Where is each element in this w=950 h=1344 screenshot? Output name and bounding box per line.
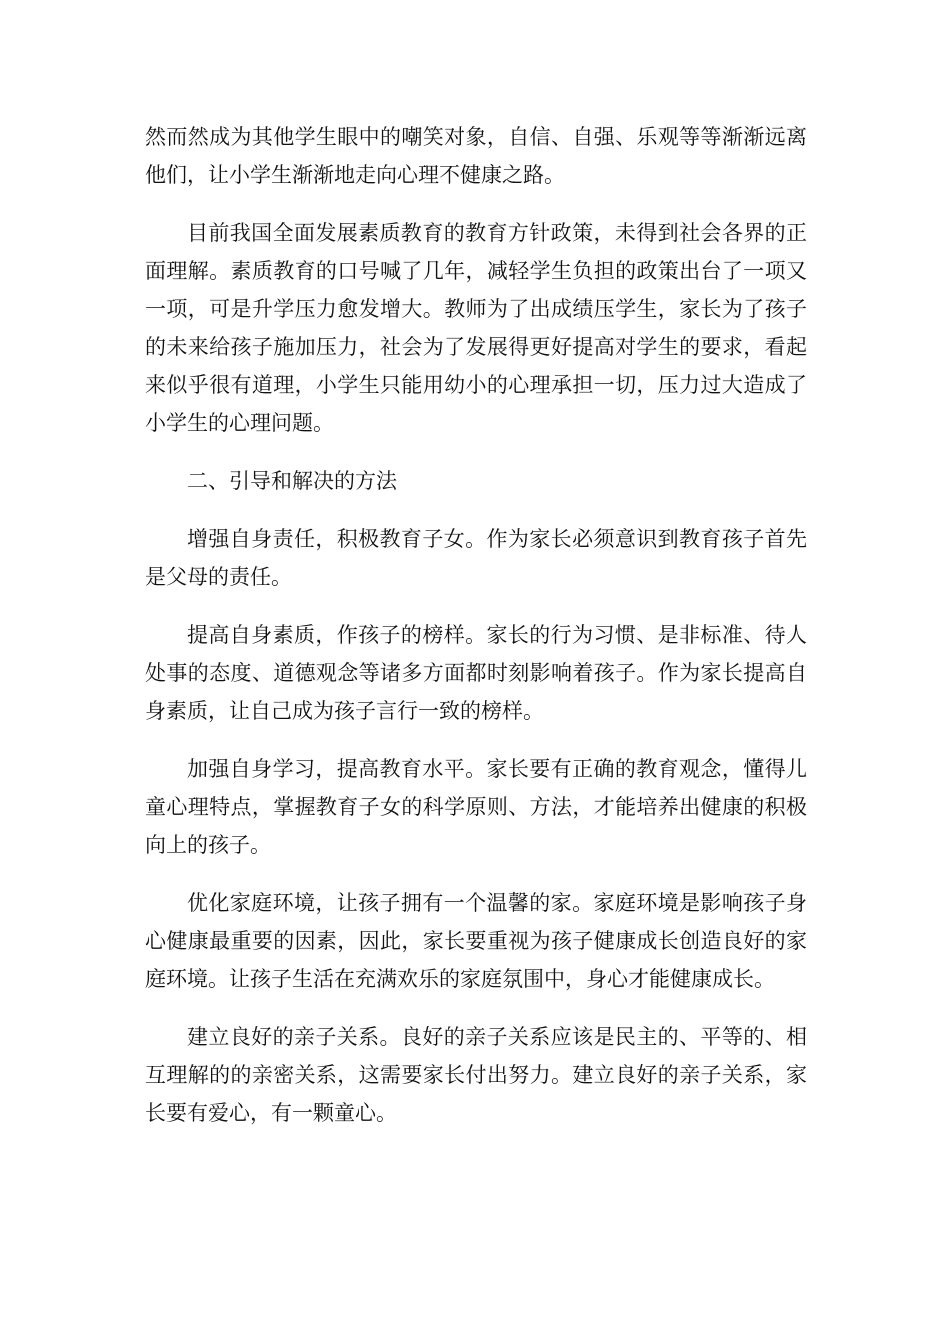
paragraph-education-policy: 目前我国全面发展素质教育的教育方针政策，未得到社会各界的正面理解。素质教育的口号喊了几年，减轻学生负担的政策出台了一项又一项，可是升学压力愈发增大。教师为了出成绩压学生，家长为了孩子的未来给孩子施加压力，社会为了发展得更好提高对学生的要求，看起来似乎很有道理，小学生只能用幼小的心理承担一切，压力过大造成了小学生的心理问题。 <box>145 221 807 435</box>
paragraph-parent-child-relationship: 建立良好的亲子关系。良好的亲子关系应该是民主的、平等的、相互理解的的亲密关系，这需要家长付出努力。建立良好的亲子关系，家长要有爱心，有一颗童心。 <box>145 1025 807 1125</box>
paragraph-family-environment: 优化家庭环境，让孩子拥有一个温馨的家。家庭环境是影响孩子身心健康最重要的因素，因此，家长要重视为孩子健康成长创造良好的家庭环境。让孩子生活在充满欢乐的家庭氛围中，身心才能健康成长。 <box>145 891 807 991</box>
section-heading: 二、引导和解决的方法 <box>187 469 397 493</box>
paragraph-continuation: 然而然成为其他学生眼中的嘲笑对象，自信、自强、乐观等等渐渐远离他们，让小学生渐渐地走向心理不健康之路。 <box>145 125 807 187</box>
paragraph-learning: 加强自身学习，提高教育水平。家长要有正确的教育观念，懂得儿童心理特点，掌握教育子女的科学原则、方法，才能培养出健康的积极向上的孩子。 <box>145 757 807 857</box>
document-body <box>145 118 807 1152</box>
paragraph-role-model: 提高自身素质，作孩子的榜样。家长的行为习惯、是非标准、待人处事的态度、道德观念等诸多方面都时刻影响着孩子。作为家长提高自身素质，让自己成为孩子言行一致的榜样。 <box>145 623 807 723</box>
paragraph-responsibility: 增强自身责任，积极教育子女。作为家长必须意识到教育孩子首先是父母的责任。 <box>145 527 807 589</box>
